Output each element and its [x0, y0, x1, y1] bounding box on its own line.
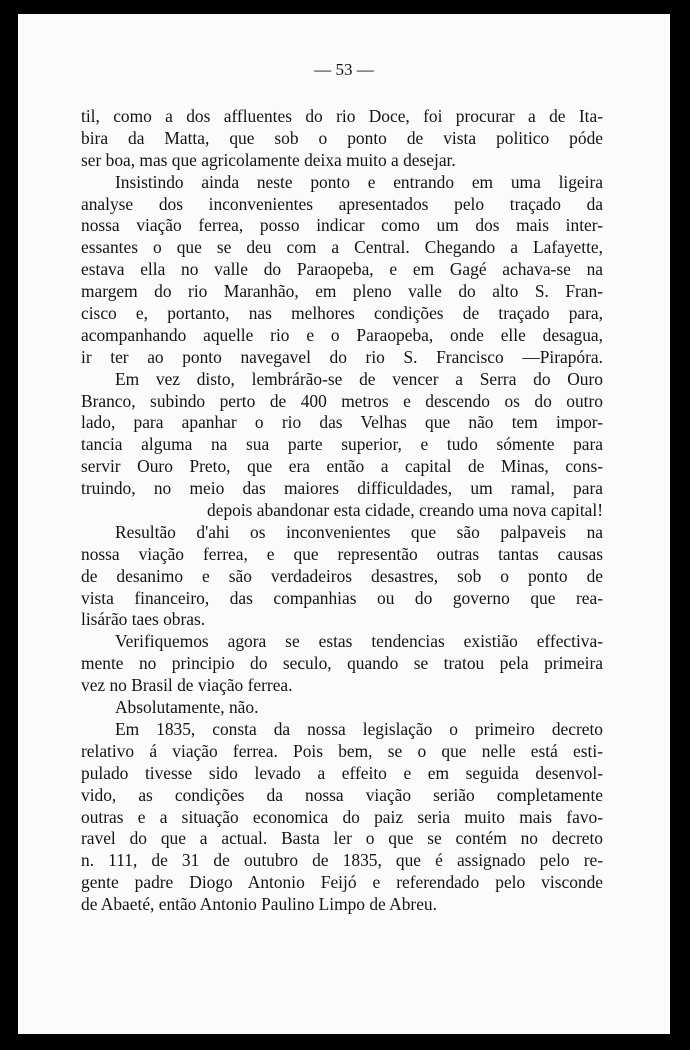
paragraph-start-line: Resultão d'ahi os inconvenientes que são palpaveis na: [115, 521, 603, 542]
body-text: [81, 106, 603, 916]
text-line: ravel do que a actual. Basta ler o que se contém no decreto: [81, 828, 603, 849]
text-line: lado, para apanhar o rio das Velhas que não tem impor-: [81, 412, 603, 433]
text-line: nossa viação ferrea, posso indicar como um dos mais inter-: [81, 215, 603, 236]
text-line: til, como a dos affluentes do rio Doce, foi procurar a de Ita-: [81, 106, 603, 126]
text-line: cisco e, portanto, nas melhores condições de traçado para,: [81, 303, 603, 324]
text-line: margem do rio Maranhão, em pleno valle do alto S. Fran-: [81, 281, 603, 302]
text-line: outras e a situação economica do paiz seria muito mais favo-: [81, 806, 603, 827]
text-line: n. 111, de 31 de outubro de 1835, que é assignado pelo re-: [81, 850, 603, 871]
paragraph-start-line: Verifiquemos agora se estas tendencias existião effectiva-: [115, 631, 603, 652]
text-line: relativo á viação ferrea. Pois bem, se o que nelle está esti-: [81, 740, 603, 761]
page-number: — 53 —: [314, 60, 374, 79]
text-line: de desanimo e são verdadeiros desastres, sob o ponto de: [81, 565, 603, 586]
text-line: analyse dos inconvenientes apresentados pelo traçado da: [81, 193, 603, 214]
text-line: ir ter ao ponto navegavel do rio S. Francisco —Pirapóra.: [81, 346, 603, 367]
text-line: tancia alguma na sua parte superior, e tudo sómente para: [81, 434, 603, 455]
paragraph-start-line: Em vez disto, lembrárão-se de vencer a Serra do Ouro: [115, 368, 603, 389]
text-line: gente padre Diogo Antonio Feijó e referendado pelo visconde: [81, 872, 603, 893]
text-line: depois abandonar esta cidade, creando uma nova capital!: [207, 500, 603, 521]
text-line: essantes o que se deu com a Central. Chegando a Lafayette,: [81, 237, 603, 258]
text-line: servir Ouro Preto, que era então a capital de Minas, cons-: [81, 456, 603, 477]
paragraph-start-line: Absolutamente, não.: [115, 697, 259, 718]
book-page: [18, 14, 670, 1034]
text-line: ser boa, mas que agricolamente deixa muito a desejar.: [81, 149, 456, 170]
text-line: de Abaeté, então Antonio Paulino Limpo de Abreu.: [81, 894, 437, 915]
text-line: Branco, subindo perto de 400 metros e descendo os do outro: [81, 390, 603, 411]
text-line: mente no principio do seculo, quando se tratou pela primeira: [81, 653, 603, 674]
text-line: vido, as condições da nossa viação serião completamente: [81, 784, 603, 805]
text-line: estava ella no valle do Paraopeba, e em Gagé achava-se na: [81, 259, 603, 280]
text-line: pulado tivesse sido levado a effeito e em seguida desenvol-: [81, 762, 603, 783]
text-line: lisárão taes obras.: [81, 609, 206, 630]
text-line: bira da Matta, que sob o ponto de vista politico póde: [81, 127, 603, 148]
text-line: vista financeiro, das companhias ou do governo que rea-: [81, 587, 603, 608]
text-line: vez no Brasil de viação ferrea.: [81, 675, 293, 696]
text-line: acompanhando aquelle rio e o Paraopeba, onde elle desagua,: [81, 324, 603, 345]
paragraph-start-line: Insistindo ainda neste ponto e entrando em uma ligeira: [115, 171, 603, 192]
text-line: truindo, no meio das maiores difficuldades, um ramal, para: [81, 478, 603, 499]
paragraph-start-line: Em 1835, consta da nossa legislação o primeiro decreto: [115, 718, 603, 739]
text-line: nossa viação ferrea, e que representão outras tantas causas: [81, 543, 603, 564]
